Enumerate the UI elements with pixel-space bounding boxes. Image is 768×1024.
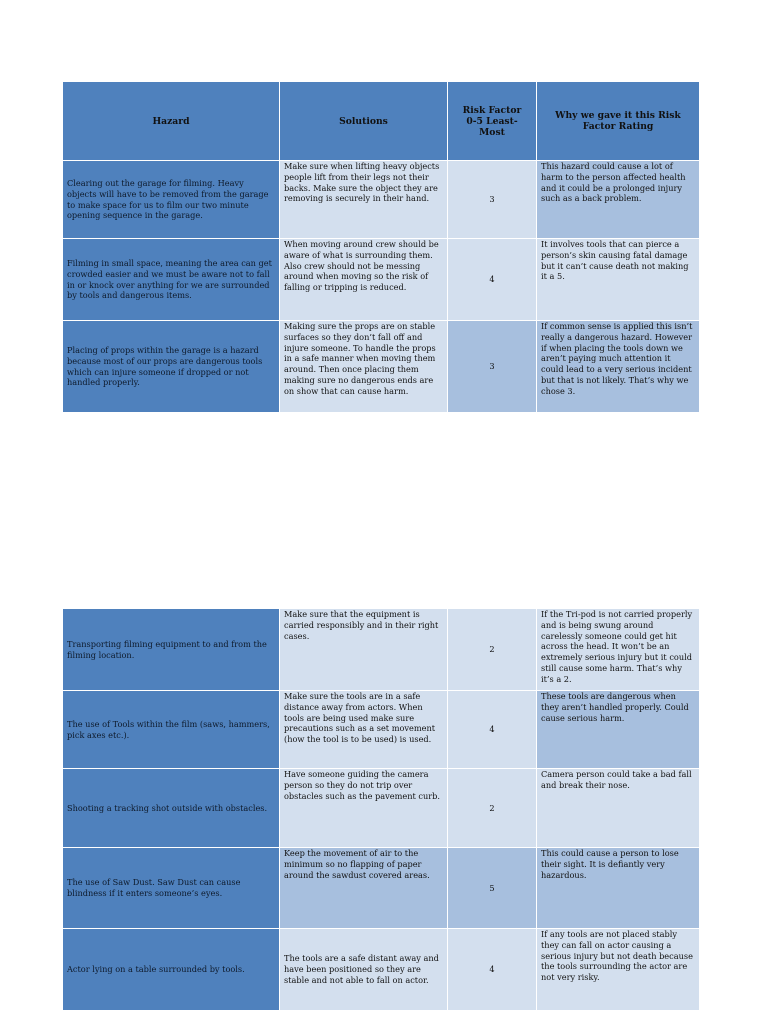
- table-row: [63, 691, 700, 769]
- risk-cell: 5: [448, 848, 537, 929]
- why-cell: This could cause a person to lose their sight. It is defiantly very hazardous.: [537, 848, 700, 929]
- hazard-cell: Placing of props within the garage is a hazard because most of our props are dangerous tools which can injure someone if dropped or not handled properly.: [63, 321, 280, 413]
- table-row: [63, 239, 700, 321]
- table-row: [63, 161, 700, 239]
- risk-table-2: [62, 608, 700, 1011]
- solution-cell: When moving around crew should be aware of what is surrounding them. Also crew should not be messing around when moving so the risk of falling or tripping is reduced.: [280, 239, 448, 321]
- risk-cell: 3: [448, 161, 537, 239]
- hazard-cell: Clearing out the garage for filming. Heavy objects will have to be removed from the garage to make space for us to film our two minute opening sequence in the garage.: [63, 161, 280, 239]
- header-row: [63, 82, 700, 161]
- hazard-cell: Actor lying on a table surrounded by tools.: [63, 929, 280, 1011]
- hazard-cell: The use of Saw Dust. Saw Dust can cause blindness if it enters someone’s eyes.: [63, 848, 280, 929]
- hazard-cell: The use of Tools within the film (saws, hammers, pick axes etc.).: [63, 691, 280, 769]
- solution-cell: Keep the movement of air to the minimum so no flapping of paper around the sawdust covered areas.: [280, 848, 448, 929]
- risk-cell: 3: [448, 321, 537, 413]
- risk-cell: 2: [448, 769, 537, 848]
- risk-cell: 2: [448, 609, 537, 691]
- risk-table-1: [62, 81, 700, 413]
- header-risk-factor: Risk Factor 0-5 Least-Most: [448, 82, 537, 161]
- solution-cell: The tools are a safe distant away and have been positioned so they are stable and not able to fall on actor.: [280, 929, 448, 1011]
- risk-cell: 4: [448, 239, 537, 321]
- solution-cell: Make sure the tools are in a safe distance away from actors. When tools are being used make sure precautions such as a set movement (how the tool is to be used) is used.: [280, 691, 448, 769]
- solution-cell: Making sure the props are on stable surfaces so they don’t fall off and injure someone. To handle the props in a safe manner when moving them around. Then once placing them making sure no dangerous ends are on show that can cause harm.: [280, 321, 448, 413]
- header-hazard: Hazard: [63, 82, 280, 161]
- why-cell: These tools are dangerous when they aren’t handled properly. Could cause serious harm.: [537, 691, 700, 769]
- why-cell: This hazard could cause a lot of harm to the person affected health and it could be a prolonged injury such as a back problem.: [537, 161, 700, 239]
- header-solutions: Solutions: [280, 82, 448, 161]
- table-row: [63, 929, 700, 1011]
- risk-cell: 4: [448, 929, 537, 1011]
- risk-cell: 4: [448, 691, 537, 769]
- header-why: Why we gave it this Risk Factor Rating: [537, 82, 700, 161]
- why-cell: Camera person could take a bad fall and break their nose.: [537, 769, 700, 848]
- table-row: [63, 848, 700, 929]
- solution-cell: Have someone guiding the camera person so they do not trip over obstacles such as the pavement curb.: [280, 769, 448, 848]
- why-cell: If the Tri-pod is not carried properly and is being swung around carelessly someone could get hit across the head. It won’t be an extremely serious injury but it could still cause some harm. That’s why it’s a 2.: [537, 609, 700, 691]
- solution-cell: Make sure that the equipment is carried responsibly and in their right cases.: [280, 609, 448, 691]
- hazard-cell: Filming in small space, meaning the area can get crowded easier and we must be aware not to fall in or knock over anything for we are surrounded by tools and dangerous items.: [63, 239, 280, 321]
- why-cell: If any tools are not placed stably they can fall on actor causing a serious injury but not death because the tools surrounding the actor are not very risky.: [537, 929, 700, 1011]
- table-row: [63, 609, 700, 691]
- table-row: [63, 769, 700, 848]
- why-cell: If common sense is applied this isn’t really a dangerous hazard. However if when placing the tools down we aren’t paying much attention it could lead to a very serious incident but that is not likely. That’s why we chose 3.: [537, 321, 700, 413]
- solution-cell: Make sure when lifting heavy objects people lift from their legs not their backs. Make sure the object they are removing is securely in their hand.: [280, 161, 448, 239]
- table-row: [63, 321, 700, 413]
- hazard-cell: Shooting a tracking shot outside with obstacles.: [63, 769, 280, 848]
- why-cell: It involves tools that can pierce a person’s skin causing fatal damage but it can’t cause death not making it a 5.: [537, 239, 700, 321]
- hazard-cell: Transporting filming equipment to and from the filming location.: [63, 609, 280, 691]
